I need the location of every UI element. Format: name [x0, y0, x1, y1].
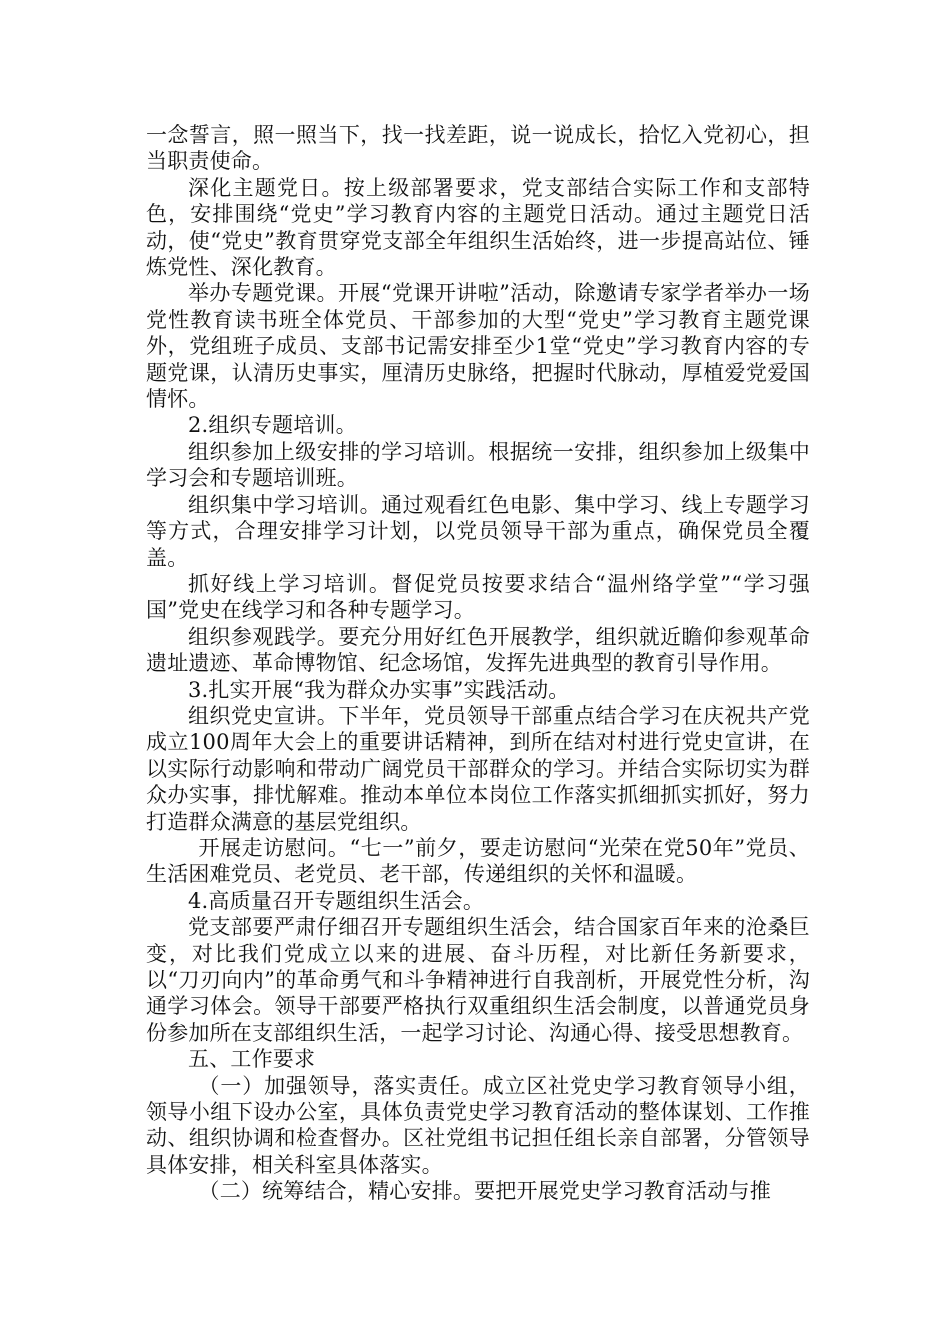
paragraph-coordinate-arrange: （二）统筹结合，精心安排。要把开展党史学习教育活动与推: [198, 1179, 771, 1204]
paragraph-theme-party-day: 深化主题党日。按上级部署要求，党支部结合实际工作和支部特色，安排围绕“党史”学习教育内容的主题党日活动。通过主题党日活动，使“党史”教育贯穿党支部全年组织生活始终，进一步提高站位、锤炼党性、深化教育。: [146, 175, 810, 280]
heading-organize-training: 2.组织专题培训。: [188, 413, 357, 438]
heading-work-requirements: 五、工作要求: [188, 1047, 316, 1072]
document-page: [146, 122, 810, 1205]
paragraph-special-party-lecture: 举办专题党课。开展“党课开讲啦”活动，除邀请专家学者举办一场党性教育读书班全体党员、干部参加的大型“党史”学习教育主题党课外，党组班子成员、支部书记需安排至少1堂“党史”学习教育内容的专题党课，认清历史事实，厘清历史脉络，把握时代脉动，厚植爱党爱国情怀。: [146, 281, 810, 412]
paragraph-continuation: 一念誓言，照一照当下，找一找差距，说一说成长，拾忆入党初心，担当职责使命。: [146, 123, 810, 174]
paragraph-visit-study: 组织参观践学。要充分用好红色开展教学，组织就近瞻仰参观革命遗址遗迹、革命博物馆、纪念场馆，发挥先进典型的教育引导作用。: [146, 624, 810, 676]
paragraph-history-lecture: 组织党史宣讲。下半年，党员领导干部重点结合学习在庆祝共产党成立100周年大会上的重要讲话精神，到所在结对村进行党史宣讲，在以实际行动影响和带动广阔党员干部群众的学习。并结合实际切实为群众办实事，排忧解难。推动本单位本岗位工作落实抓细抓实抓好，努力打造群众满意的基层党组织。: [146, 703, 810, 834]
paragraph-superior-training: 组织参加上级安排的学习培训。根据统一安排，组织参加上级集中学习会和专题培训班。: [146, 439, 810, 491]
heading-practice-activity: 3.扎实开展“我为群众办实事”实践活动。: [188, 677, 570, 702]
paragraph-visit-condolence: 开展走访慰问。“七一”前夕，要走访慰问“光荣在党50年”党员、生活困难党员、老党员、老干部，传递组织的关怀和温暖。: [146, 835, 810, 887]
paragraph-organization-life-meeting: 党支部要严肃仔细召开专题组织生活会，结合国家百年来的沧桑巨变，对比我们党成立以来的进展、奋斗历程，对比新任务新要求，以“刀刃向内”的革命勇气和斗争精神进行自我剖析，开展党性分析，沟通学习体会。领导干部要严格执行双重组织生活会制度，以普通党员身份参加所在支部组织生活，一起学习讨论、沟通心得、接受思想教育。: [146, 915, 810, 1045]
paragraph-concentrated-training: 组织集中学习培训。通过观看红色电影、集中学习、线上专题学习等方式，合理安排学习计划，以党员领导干部为重点，确保党员全覆盖。: [146, 492, 810, 570]
paragraph-online-training: 抓好线上学习培训。督促党员按要求结合“温州络学堂”“学习强国”党史在线学习和各种专题学习。: [146, 571, 810, 623]
heading-organization-life-meeting: 4.高质量召开专题组织生活会。: [188, 888, 485, 913]
paragraph-strengthen-leadership: （一）加强领导，落实责任。成立区社党史学习教育领导小组，领导小组下设办公室，具体负责党史学习教育活动的整体谋划、工作推动、组织协调和检查督办。区社党组书记担任组长亲自部署，分管领导具体安排，相关科室具体落实。: [146, 1073, 810, 1177]
